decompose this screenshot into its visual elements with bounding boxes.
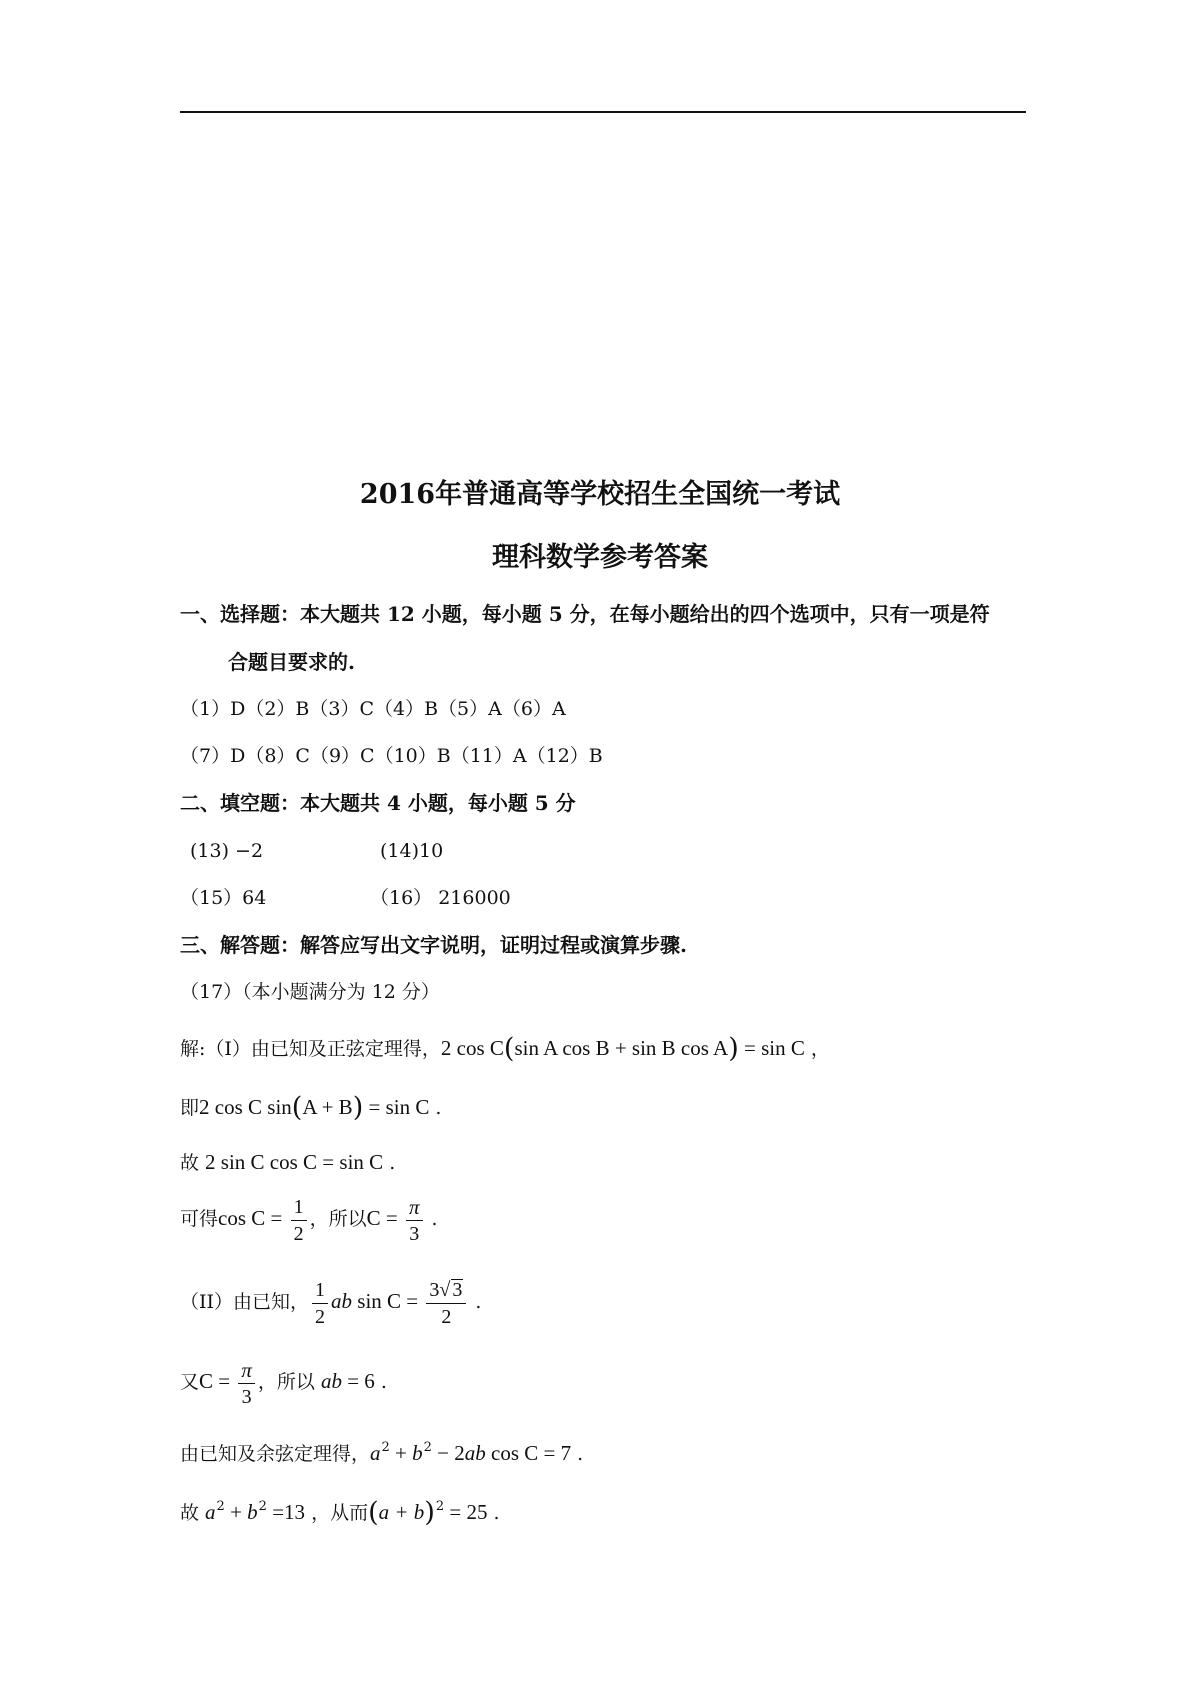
exponent: 2	[435, 1499, 445, 1514]
equation: a + b	[378, 1500, 425, 1524]
punctuation: ，	[804, 1038, 830, 1060]
punctuation: .	[571, 1443, 584, 1465]
fraction-numerator: 3√ 3	[426, 1279, 466, 1304]
solution-text: 又	[180, 1371, 200, 1393]
equation: = 25	[444, 1500, 488, 1524]
punctuation: .	[374, 1371, 387, 1393]
equation: A + B	[302, 1095, 353, 1119]
punctuation: .	[429, 1097, 442, 1119]
equation: C =	[366, 1206, 403, 1230]
paren: )	[728, 1033, 739, 1064]
solution-text: ，所以	[309, 1208, 367, 1230]
equation: sin C =	[352, 1289, 424, 1313]
variable: b	[247, 1500, 258, 1524]
exponent: 2	[381, 1440, 390, 1455]
variable: a	[370, 1441, 381, 1465]
operator: +	[389, 1441, 413, 1465]
fraction-numerator: π	[238, 1359, 255, 1384]
section3-heading: 三、解答题：解答应写出文字说明，证明过程或演算步骤.	[180, 933, 687, 957]
equation: = sin C	[738, 1036, 805, 1060]
fraction	[426, 1279, 466, 1328]
punctuation: .	[487, 1502, 500, 1524]
paren: )	[352, 1092, 364, 1123]
equation: cos C = 7	[485, 1441, 572, 1465]
solution-text: 解:（I）由已知及正弦定理得，	[180, 1038, 441, 1060]
header-rule	[180, 111, 1026, 113]
exponent: 2	[216, 1499, 225, 1514]
mc-answers-row-2: （7）D（8）C（9）C（10）B（11）A（12）B	[180, 745, 603, 767]
variable: ab	[320, 1369, 342, 1393]
punctuation: .	[469, 1291, 482, 1313]
variable: ab	[331, 1289, 353, 1313]
fill-answer-14: (14)10	[380, 840, 444, 862]
solution-text: 故	[180, 1502, 206, 1524]
solution-text: ，从而	[305, 1502, 369, 1524]
mc-answers-row-1: （1）D（2）B（3）C（4）B（5）A（6）A	[180, 698, 566, 720]
solution-text: 可得	[180, 1208, 219, 1230]
fill-answer-13: (13) −2	[190, 840, 264, 862]
solution-text: （II）由已知，	[180, 1291, 310, 1313]
solution-line-3	[180, 1150, 395, 1175]
fraction	[291, 1196, 307, 1245]
equation: 2 sin C cos C = sin C	[205, 1150, 384, 1174]
exponent: 2	[258, 1499, 267, 1514]
solution-text: ，所以	[257, 1371, 321, 1393]
paren: (	[503, 1033, 515, 1064]
solution-text: 故	[180, 1152, 206, 1174]
variable: ab	[464, 1441, 486, 1465]
page-title: 2016年普通高等学校招生全国统一考试	[359, 479, 841, 510]
variable: a	[205, 1500, 216, 1524]
paren: )	[424, 1497, 435, 1528]
fill-answer-16: （16） 216000	[370, 887, 511, 909]
solution-text: 即	[180, 1097, 200, 1119]
fill-answer-15: （15）64	[180, 887, 267, 909]
q17-label: （17）（本小题满分为 12 分）	[180, 981, 440, 1003]
fraction-numerator: 1	[312, 1279, 328, 1304]
section2-heading: 二、填空题：本大题共 4 小题，每小题 5 分	[180, 791, 576, 815]
operator: − 2	[431, 1441, 465, 1465]
solution-line-4	[180, 1192, 438, 1245]
solution-text: 由已知及余弦定理得，	[180, 1443, 371, 1465]
equation: C =	[199, 1369, 236, 1393]
fraction-denominator: 2	[293, 1222, 304, 1245]
fraction-numerator: π	[406, 1196, 423, 1221]
coefficient: 3	[429, 1278, 440, 1301]
section1-heading-cont: 合题目要求的.	[228, 650, 355, 674]
equation: = 6	[341, 1369, 375, 1393]
fraction-denominator: 2	[441, 1305, 452, 1328]
variable: b	[412, 1441, 423, 1465]
page-subtitle: 理科数学参考答案	[492, 542, 708, 573]
fraction	[406, 1196, 423, 1245]
radicand: 3	[452, 1278, 463, 1301]
punctuation: .	[383, 1152, 396, 1174]
fraction-denominator: 3	[409, 1222, 420, 1245]
solution-line-6	[180, 1355, 387, 1408]
fraction-denominator: 3	[241, 1385, 252, 1408]
equation: 2 cos C	[440, 1036, 504, 1060]
operator: +	[224, 1500, 248, 1524]
equation: 2 cos C sin	[199, 1095, 292, 1119]
equation: cos C =	[218, 1206, 288, 1230]
exponent: 2	[423, 1440, 432, 1455]
fraction	[238, 1359, 255, 1408]
fraction-numerator: 1	[291, 1196, 307, 1221]
equation: sin A cos B + sin B cos A	[514, 1036, 729, 1060]
solution-line-8	[180, 1495, 500, 1528]
punctuation: .	[425, 1208, 438, 1230]
fraction	[312, 1279, 328, 1328]
solution-line-2	[180, 1092, 442, 1123]
section1-heading: 一、选择题：本大题共 12 小题，每小题 5 分，在每小题给出的四个选项中，只有一项是符	[180, 602, 990, 626]
solution-line-7	[180, 1436, 583, 1466]
equation: =13	[266, 1500, 306, 1524]
paren: (	[368, 1497, 379, 1528]
paren: (	[291, 1092, 303, 1123]
equation: = sin C	[363, 1095, 430, 1119]
fraction-denominator: 2	[315, 1305, 326, 1328]
solution-line-5	[180, 1275, 481, 1328]
solution-line-1	[180, 1033, 830, 1064]
